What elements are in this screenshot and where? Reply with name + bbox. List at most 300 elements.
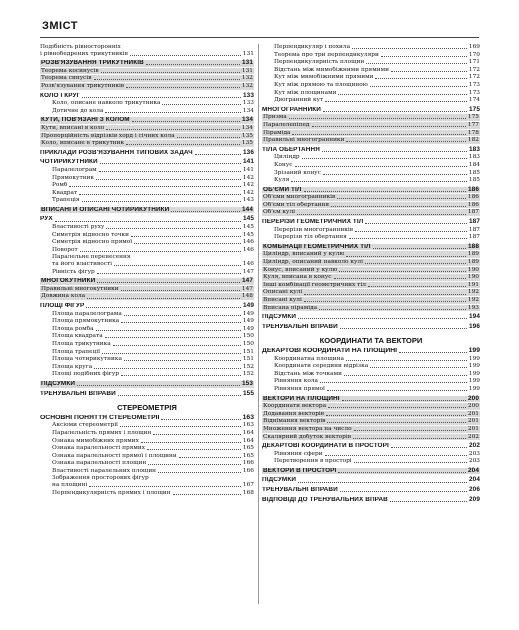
toc-entry[interactable] <box>262 274 480 281</box>
toc-entry[interactable] <box>262 297 480 304</box>
toc-page-number: 186 <box>467 194 479 201</box>
toc-page-number: 186 <box>467 201 479 208</box>
toc-page-number: 200 <box>467 403 479 410</box>
toc-page-number: 163 <box>242 413 254 421</box>
toc-entry-label: Площа чотирикутника <box>52 356 122 363</box>
toc-page-number: 134 <box>242 107 254 114</box>
dot-leader <box>368 286 466 287</box>
toc-page-number: 183 <box>469 145 480 153</box>
toc-section-entry[interactable] <box>262 314 480 321</box>
toc-section-entry[interactable] <box>262 477 480 484</box>
toc-page-number: 166 <box>242 460 254 467</box>
dot-leader <box>124 360 241 361</box>
toc-entry[interactable] <box>262 251 480 258</box>
toc-entry-label: ВІДПОВІДІ ДО ТРЕНУВАЛЬНИХ ВПРАВ <box>262 496 388 503</box>
toc-entry[interactable] <box>40 326 254 333</box>
toc-entry[interactable] <box>262 363 480 370</box>
toc-entry-label: Дотичне до кола <box>52 107 104 114</box>
toc-entry-label: Коло, описане навколо трикутника <box>52 100 161 107</box>
toc-entry-label: Куля, вписана в конус <box>263 274 332 281</box>
toc-entry[interactable] <box>262 426 480 433</box>
toc-page-number: 133 <box>242 100 254 107</box>
toc-entry-label: КУТИ, ПОВ'ЯЗАНІ З КОЛОМ <box>41 117 130 124</box>
toc-entry[interactable] <box>262 74 480 81</box>
toc-entry[interactable] <box>40 318 254 325</box>
dot-leader <box>390 501 467 502</box>
toc-page-number: 194 <box>469 313 480 321</box>
toc-page-number: 187 <box>467 209 479 216</box>
dot-leader <box>370 367 467 368</box>
dot-leader <box>298 318 467 319</box>
dot-leader <box>338 472 466 473</box>
toc-entry[interactable] <box>40 430 254 437</box>
dot-leader <box>334 278 466 279</box>
toc-page-number: 191 <box>467 281 479 288</box>
dot-leader <box>69 186 241 187</box>
dot-leader <box>352 48 467 49</box>
dot-leader <box>319 309 466 310</box>
toc-entry[interactable] <box>40 254 254 267</box>
toc-page-number: 201 <box>467 418 479 425</box>
toc-entry[interactable] <box>40 422 254 429</box>
toc-page-number: 152 <box>242 371 254 378</box>
toc-page-number: 174 <box>468 97 480 104</box>
toc-entry-label: Площа прямокутника <box>52 318 120 325</box>
dot-leader <box>340 491 467 492</box>
toc-section-entry[interactable] <box>40 216 254 223</box>
toc-entry-label: РОЗВ'ЯЗУВАННЯ ТРИКУТНИКІВ <box>41 60 144 67</box>
toc-entry[interactable] <box>40 356 254 363</box>
dot-leader <box>354 430 466 431</box>
dot-leader <box>121 290 240 291</box>
toc-entry[interactable] <box>40 44 254 57</box>
toc-page-number: 192 <box>467 289 479 296</box>
dot-leader <box>375 78 466 79</box>
toc-page-number: 135 <box>241 132 253 139</box>
toc-entry[interactable] <box>262 386 480 393</box>
toc-entry[interactable] <box>40 182 254 189</box>
toc-page-number: 190 <box>467 274 479 281</box>
toc-entry[interactable] <box>262 162 480 169</box>
toc-entry-label: Правильні многогранники <box>263 137 345 144</box>
toc-section-entry[interactable] <box>40 415 254 422</box>
dot-leader <box>346 256 465 257</box>
toc-entry-last-line <box>40 51 254 58</box>
toc-entry[interactable] <box>262 259 480 266</box>
toc-entry-label: Площа трапеції <box>52 348 101 355</box>
toc-page-number: 172 <box>468 74 480 81</box>
toc-entry-first-line: Зображення просторових фігур <box>52 475 149 482</box>
toc-page-number: 132 <box>241 75 253 82</box>
dot-leader <box>94 79 240 80</box>
toc-entry-label: Паралелограм <box>52 166 97 173</box>
toc-entry-label: Рівність фігур <box>52 268 95 275</box>
toc-entry[interactable] <box>40 490 254 497</box>
dot-leader <box>339 271 466 272</box>
toc-page-number: 146 <box>242 239 254 246</box>
dot-leader <box>173 494 241 495</box>
toc-page-number: 196 <box>469 322 480 330</box>
toc-page-number: 187 <box>468 226 480 233</box>
toc-entry-label: ЧОТИРИКУТНИКИ <box>40 159 98 166</box>
dot-leader <box>365 263 466 264</box>
toc-entry-label: Множення вектора на число <box>263 425 352 432</box>
toc-section-entry[interactable] <box>40 207 254 214</box>
toc-page-number: 143 <box>242 197 254 204</box>
dot-leader <box>131 236 241 237</box>
toc-entry-label: Паралелепіпед <box>263 121 310 128</box>
toc-entry[interactable] <box>40 438 254 445</box>
toc-entry[interactable] <box>40 475 254 488</box>
toc-page-number: 184 <box>468 161 480 168</box>
toc-entry-label: Площа круга <box>52 363 93 370</box>
toc-page-number: 165 <box>242 445 254 452</box>
toc-page-number: 201 <box>467 410 479 417</box>
toc-entry-label: ПІДСУМКИ <box>41 380 76 387</box>
toc-page-number: 136 <box>243 148 254 156</box>
toc-entry[interactable] <box>40 247 254 254</box>
dot-leader <box>325 455 467 456</box>
toc-entry-label: Симетрія відносно прямої <box>52 239 133 246</box>
toc-page-number: 166 <box>242 467 254 474</box>
toc-entry[interactable] <box>40 453 254 460</box>
toc-entry[interactable] <box>262 411 480 418</box>
toc-page-number: 145 <box>242 231 254 238</box>
toc-page-number: 150 <box>242 340 254 347</box>
toc-entry[interactable] <box>40 83 254 90</box>
toc-entry-label: Аксіоми стереометрії <box>52 422 118 429</box>
dot-leader <box>292 134 465 135</box>
dot-leader <box>100 163 241 164</box>
toc-entry-label: ПІДСУМКИ <box>262 477 297 484</box>
toc-entry[interactable] <box>40 333 254 340</box>
toc-entry[interactable] <box>262 90 480 97</box>
dot-leader <box>97 282 240 283</box>
toc-entry-label: Об'єми тіл обертання <box>263 201 330 208</box>
dot-leader <box>370 86 467 87</box>
toc-section-entry[interactable] <box>262 348 480 355</box>
toc-entry-label: Координатна площина <box>274 355 344 362</box>
toc-entry[interactable] <box>40 68 254 75</box>
toc-entry-label: Теорема синусів <box>41 75 92 82</box>
toc-entry[interactable] <box>40 125 254 132</box>
dot-leader <box>179 457 241 458</box>
toc-section-entry[interactable] <box>262 219 480 226</box>
dot-leader <box>366 63 467 64</box>
toc-section-entry[interactable] <box>40 60 254 67</box>
toc-entry-label: Ознака паралельності прямих <box>52 445 145 452</box>
toc-entry[interactable] <box>262 209 480 216</box>
toc-entry-label: Кути, вписані в коло <box>41 124 105 131</box>
toc-page-number: 202 <box>469 442 480 450</box>
toc-entry-label: Теорема косинусів <box>41 67 99 74</box>
dot-leader <box>121 322 241 323</box>
dot-leader <box>346 360 467 361</box>
toc-entry[interactable] <box>262 378 480 385</box>
toc-entry-label: Кут між прямою та площиною <box>274 81 368 88</box>
toc-section-entry[interactable] <box>262 487 480 494</box>
dot-leader <box>97 273 241 274</box>
toc-entry-label: Площа паралелограма <box>52 310 122 317</box>
dot-leader <box>298 482 467 483</box>
toc-entry[interactable] <box>262 44 480 51</box>
toc-entry[interactable] <box>262 59 480 66</box>
toc-entry-label: Піраміда <box>263 129 291 136</box>
toc-entry-label: Перерізи тіл обертання <box>274 234 347 241</box>
toc-entry[interactable] <box>40 293 254 300</box>
toc-entry[interactable] <box>262 227 480 234</box>
toc-entry-label: Координати середини відрізка <box>274 363 369 370</box>
toc-entry[interactable] <box>40 167 254 174</box>
dot-leader <box>291 181 467 182</box>
toc-page-number: 187 <box>468 234 480 241</box>
toc-page-number: 167 <box>242 482 254 489</box>
toc-entry[interactable] <box>40 311 254 318</box>
toc-page-number: 134 <box>242 116 253 124</box>
toc-entry-label: Описані кулі <box>263 289 303 296</box>
toc-entry[interactable] <box>262 52 480 59</box>
toc-entry-label: на площині <box>52 482 88 489</box>
toc-page-number: 142 <box>242 174 254 181</box>
toc-page-number: 151 <box>242 348 254 355</box>
dot-leader <box>79 194 241 195</box>
toc-page-number: 131 <box>242 50 254 57</box>
toc-entry[interactable] <box>40 197 254 204</box>
toc-entry[interactable] <box>40 224 254 231</box>
toc-page-number: 144 <box>242 205 253 213</box>
toc-entry-label: Рівняння прямої <box>274 385 325 392</box>
toc-entry[interactable] <box>262 130 480 137</box>
toc-entry-label: Конус, вписаний у кулю <box>263 266 338 273</box>
toc-entry[interactable] <box>262 170 480 177</box>
toc-page-number: 169 <box>468 44 480 50</box>
toc-entry[interactable] <box>262 114 480 121</box>
toc-entry[interactable] <box>262 234 480 241</box>
dot-leader <box>113 345 241 346</box>
dot-leader <box>289 118 466 119</box>
toc-entry[interactable] <box>40 269 254 276</box>
toc-entry[interactable] <box>262 137 480 144</box>
toc-section-entry[interactable] <box>40 159 254 166</box>
toc-entry[interactable] <box>262 356 480 363</box>
toc-entry[interactable] <box>262 122 480 129</box>
dot-leader <box>325 101 467 102</box>
dot-leader <box>124 315 241 316</box>
toc-page-number: 151 <box>242 356 254 363</box>
toc-entry[interactable] <box>40 133 254 140</box>
toc-entry[interactable] <box>262 177 480 184</box>
toc-page-number: 204 <box>468 466 479 474</box>
dot-leader <box>89 486 241 487</box>
dot-leader <box>323 174 467 175</box>
toc-page-number: 149 <box>242 310 254 317</box>
toc-entry-label: Перерізи многогранників <box>274 226 353 233</box>
toc-page-number: 147 <box>242 277 253 285</box>
toc-entry-label: Конус <box>274 161 293 168</box>
toc-entry-label: МНОГОГРАННИКИ <box>262 106 321 113</box>
dot-leader <box>161 419 240 420</box>
toc-entry[interactable] <box>40 140 254 147</box>
toc-page-number: 147 <box>242 268 254 275</box>
toc-entry[interactable] <box>262 202 480 209</box>
toc-entry[interactable] <box>262 305 480 312</box>
toc-entry-label: ТРЕНУВАЛЬНІ ВПРАВИ <box>40 390 116 397</box>
toc-entry[interactable] <box>40 371 254 378</box>
toc-page-number: 131 <box>241 67 253 74</box>
toc-section-entry[interactable] <box>262 107 480 114</box>
toc-page-number: 173 <box>468 81 480 88</box>
toc-entry[interactable] <box>262 371 480 378</box>
dot-leader <box>101 72 240 73</box>
dot-leader <box>162 104 240 105</box>
toc-entry[interactable] <box>262 403 480 410</box>
toc-section-entry[interactable] <box>262 468 480 475</box>
toc-entry-last-line <box>52 482 254 489</box>
dot-leader <box>132 121 240 122</box>
toc-entry[interactable] <box>40 232 254 239</box>
dot-leader <box>147 449 241 450</box>
toc-page-number: 183 <box>468 154 480 161</box>
toc-entry[interactable] <box>262 289 480 296</box>
toc-entry-label: Об'єм кулі <box>263 209 296 216</box>
toc-entry-label: Рівняння сфери <box>274 450 323 457</box>
toc-section-entry[interactable] <box>40 150 254 157</box>
toc-page-number: 133 <box>243 91 254 99</box>
toc-section-entry[interactable] <box>40 117 254 124</box>
toc-entry[interactable] <box>262 267 480 274</box>
dot-leader <box>331 206 466 207</box>
toc-entry[interactable] <box>40 349 254 356</box>
toc-entry-label: Перпендикулярність прямих і площин <box>52 489 171 496</box>
toc-entry-label: Об'єми многогранників <box>263 194 336 201</box>
toc-entry[interactable] <box>262 434 480 441</box>
toc-entry-label: Поворот <box>52 246 78 253</box>
toc-page-number: 170 <box>468 51 480 58</box>
toc-entry-label: Трапеція <box>52 197 80 204</box>
dot-leader <box>118 395 241 396</box>
dot-leader <box>337 198 466 199</box>
toc-entry-label: ДЕКАРТОВІ КООРДИНАТИ В ПРОСТОРІ <box>262 443 389 450</box>
dot-leader <box>77 385 240 386</box>
toc-page-number: 146 <box>242 246 254 253</box>
toc-entry[interactable] <box>40 445 254 452</box>
toc-entry[interactable] <box>40 239 254 246</box>
toc-page-number: 185 <box>468 169 480 176</box>
toc-page-number: 189 <box>467 259 479 266</box>
toc-section-entry[interactable] <box>40 381 254 388</box>
toc-page-number: 145 <box>242 224 254 231</box>
toc-entry-label: Розв'язування трикутників <box>41 82 125 89</box>
toc-entry-label: Властивості паралельних площин <box>52 467 157 474</box>
toc-page-number: 199 <box>468 346 480 354</box>
toc-entry[interactable] <box>262 97 480 104</box>
toc-entry-label: Додавання векторів <box>263 410 325 417</box>
dot-leader <box>86 307 241 308</box>
toc-section-entry[interactable] <box>40 278 254 285</box>
toc-entry-label: Скалярний добуток векторів <box>263 433 351 440</box>
toc-entry-label: Перпендикулярність площин <box>274 59 365 66</box>
dot-leader <box>312 126 466 127</box>
toc-entry[interactable] <box>262 282 480 289</box>
toc-entry[interactable] <box>40 286 254 293</box>
toc-page-number: 142 <box>242 182 254 189</box>
toc-section-entry[interactable] <box>262 443 480 450</box>
toc-page-number: 175 <box>469 105 480 113</box>
toc-entry[interactable] <box>40 108 254 115</box>
toc-entry[interactable] <box>262 154 480 161</box>
toc-section-entry[interactable] <box>262 497 480 504</box>
toc-entry[interactable] <box>40 468 254 475</box>
toc-entry-label: ТРЕНУВАЛЬНІ ВПРАВИ <box>262 487 338 494</box>
toc-entry[interactable] <box>262 194 480 201</box>
dot-leader <box>355 231 467 232</box>
toc-entry-label: Зрізаний конус <box>274 169 321 176</box>
toc-entry[interactable] <box>262 451 480 458</box>
dot-leader <box>349 238 467 239</box>
toc-entry[interactable] <box>262 82 480 89</box>
toc-section-entry[interactable] <box>262 324 480 331</box>
toc-entry[interactable] <box>40 190 254 197</box>
toc-section-entry[interactable] <box>262 147 480 154</box>
toc-entry[interactable] <box>40 100 254 107</box>
dot-leader <box>153 434 241 435</box>
toc-page-number: 164 <box>242 437 254 444</box>
toc-entry[interactable] <box>262 67 480 74</box>
toc-page-number: 201 <box>467 425 479 432</box>
toc-entry[interactable] <box>40 175 254 182</box>
toc-page-number: 199 <box>468 370 480 377</box>
toc-entry-label: ТРЕНУВАЛЬНІ ВПРАВИ <box>262 323 338 330</box>
toc-section-entry[interactable] <box>40 303 254 310</box>
dot-leader <box>373 248 466 249</box>
toc-page-number: 141 <box>243 158 254 166</box>
dot-leader <box>106 129 240 130</box>
toc-page-number: 171 <box>468 59 480 66</box>
dot-leader <box>96 330 241 331</box>
dot-leader <box>326 415 466 416</box>
toc-page-number: 149 <box>243 302 254 309</box>
toc-entry[interactable] <box>40 460 254 467</box>
toc-page-number: 203 <box>468 458 480 465</box>
toc-section-entry[interactable] <box>40 391 254 398</box>
toc-page-number: 168 <box>242 489 254 496</box>
toc-page-number: 187 <box>469 218 480 226</box>
toc-entry[interactable] <box>40 75 254 82</box>
toc-entry[interactable] <box>40 341 254 348</box>
dot-leader <box>105 112 241 113</box>
toc-page-number: 199 <box>468 378 480 385</box>
toc-entry[interactable] <box>262 458 480 465</box>
dot-leader <box>120 426 241 427</box>
dot-leader <box>340 328 467 329</box>
toc-entry[interactable] <box>40 364 254 371</box>
toc-page-number: 132 <box>241 82 253 89</box>
toc-section-entry[interactable] <box>262 396 480 403</box>
toc-page-number: 146 <box>242 261 254 268</box>
toc-section-entry[interactable] <box>262 244 480 251</box>
dot-leader <box>354 462 467 463</box>
toc-entry-label: РУХ <box>40 216 53 223</box>
toc-page-number: 173 <box>468 89 480 96</box>
toc-entry-label: Симетрія відносно точки <box>52 231 130 238</box>
toc-page-number: 148 <box>241 293 253 300</box>
toc-entry-label: Площа квадрата <box>52 333 103 340</box>
toc-entry[interactable] <box>262 418 480 425</box>
toc-section-entry[interactable] <box>40 93 254 100</box>
toc-right-column <box>262 44 480 504</box>
dot-leader <box>391 71 467 72</box>
toc-section-entry[interactable] <box>262 187 480 194</box>
